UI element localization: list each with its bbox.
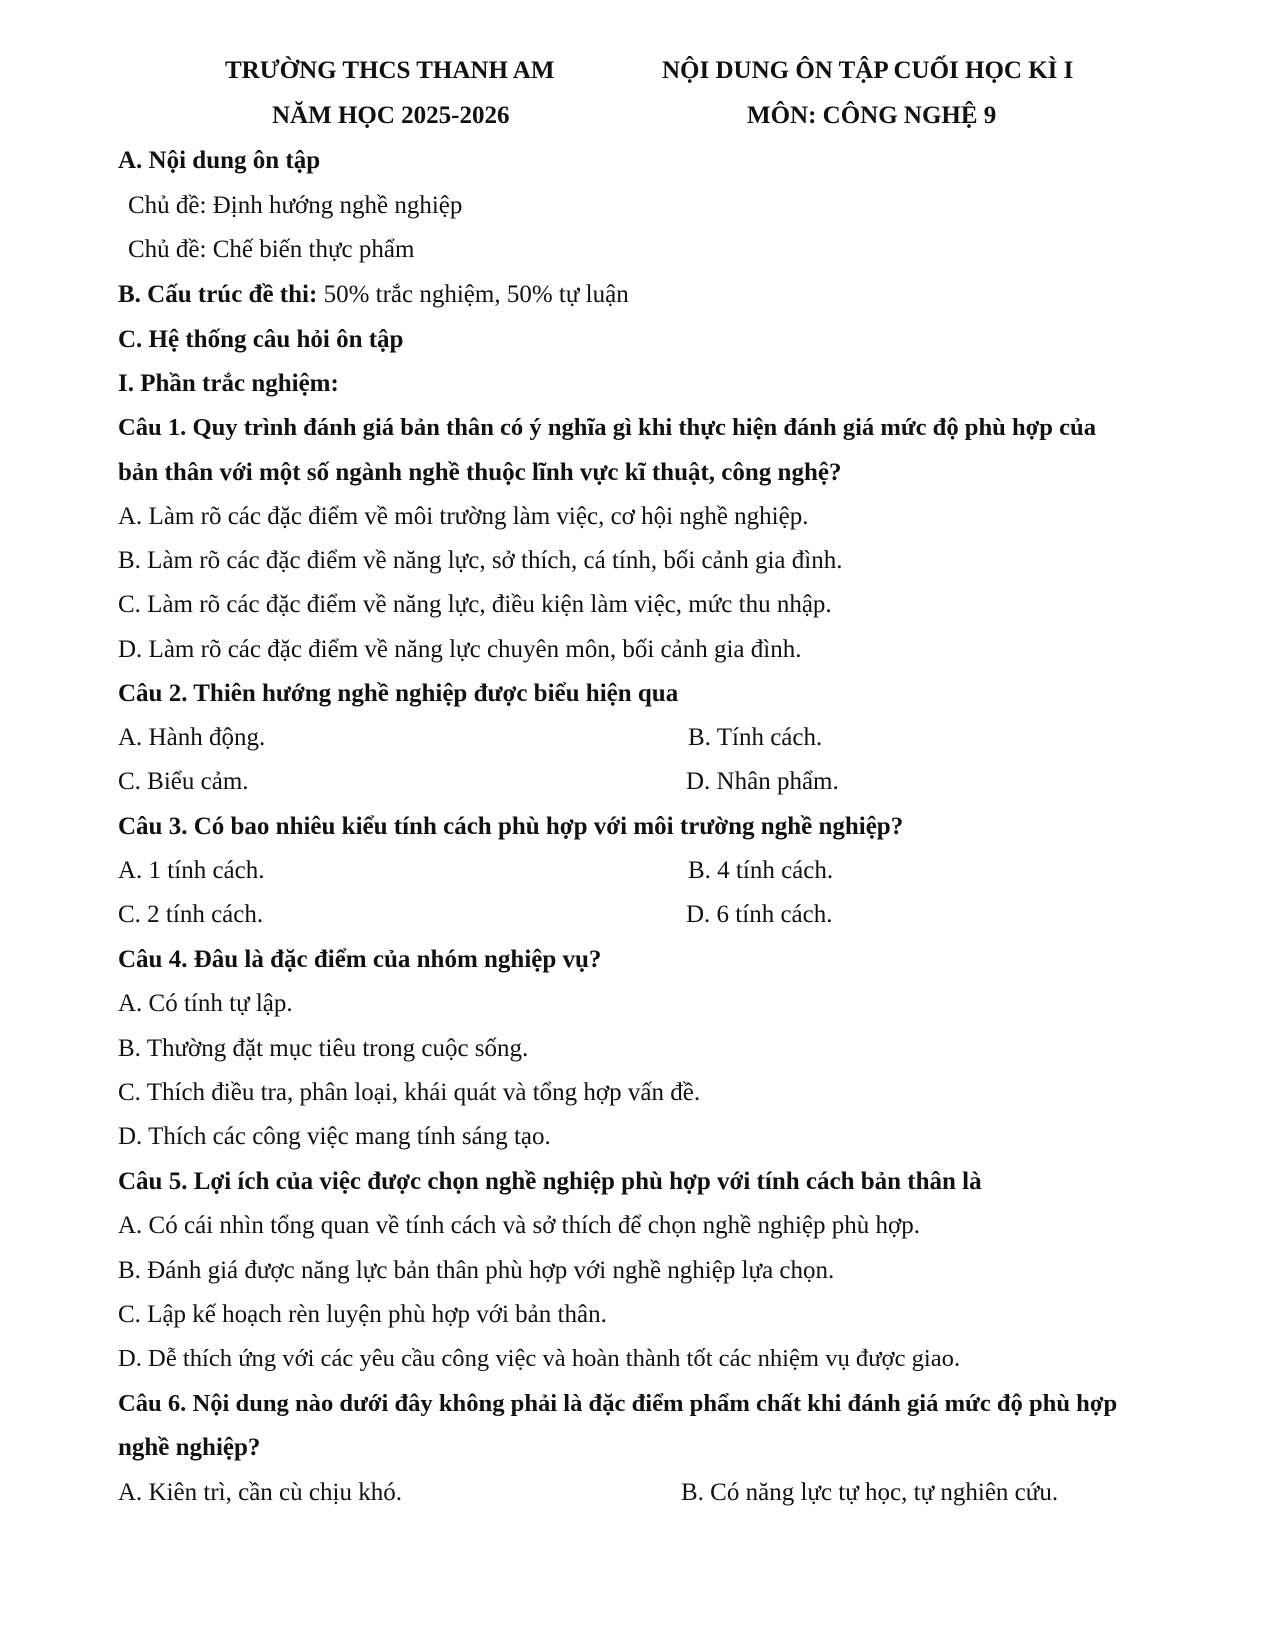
answer-option: A. Kiên trì, cần cù chịu khó. <box>118 1479 402 1506</box>
question-text: Câu 4. Đâu là đặc điểm của nhóm nghiệp vụ? <box>118 946 602 973</box>
section-b <box>118 280 629 310</box>
question-text: Câu 5. Lợi ích của việc được chọn nghề nghiệp phù hợp với tính cách bản thân là <box>118 1168 982 1195</box>
answer-option: D. Thích các công việc mang tính sáng tạo. <box>118 1123 551 1150</box>
part1-heading: I. Phần trắc nghiệm: <box>118 370 339 397</box>
question-text: bản thân với một số ngành nghề thuộc lĩnh vực kĩ thuật, công nghệ? <box>118 459 842 486</box>
question-text: Câu 3. Có bao nhiêu kiểu tính cách phù hợp với môi trường nghề nghiệp? <box>118 813 904 840</box>
answer-option: B. Thường đặt mục tiêu trong cuộc sống. <box>118 1035 529 1062</box>
answer-option: C. 2 tính cách. <box>118 901 264 928</box>
topic-item: Chủ đề: Chế biến thực phẩm <box>128 236 415 263</box>
answer-option: A. Có tính tự lập. <box>118 990 293 1017</box>
answer-option: D. Dễ thích ứng với các yêu cầu công việc và hoàn thành tốt các nhiệm vụ được giao. <box>118 1345 961 1372</box>
answer-option: B. Tính cách. <box>688 724 823 751</box>
answer-option: B. Đánh giá được năng lực bản thân phù hợp với nghề nghiệp lựa chọn. <box>118 1257 835 1284</box>
school-year: NĂM HỌC 2025-2026 <box>272 102 510 129</box>
answer-option: C. Thích điều tra, phân loại, khái quát và tổng hợp vấn đề. <box>118 1079 701 1106</box>
section-b-text: 50% trắc nghiệm, 50% tự luận <box>317 281 629 308</box>
answer-option: D. Làm rõ các đặc điểm về năng lực chuyên môn, bối cảnh gia đình. <box>118 636 802 663</box>
document-title: NỘI DUNG ÔN TẬP CUỐI HỌC KÌ I <box>662 57 1074 84</box>
answer-option: A. Hành động. <box>118 724 266 751</box>
answer-option: B. Làm rõ các đặc điểm về năng lực, sở thích, cá tính, bối cảnh gia đình. <box>118 547 843 574</box>
question-text: nghề nghiệp? <box>118 1434 261 1461</box>
answer-option: C. Biểu cảm. <box>118 768 249 795</box>
answer-option: C. Làm rõ các đặc điểm về năng lực, điều kiện làm việc, mức thu nhập. <box>118 591 832 618</box>
answer-option: D. Nhân phẩm. <box>686 768 839 795</box>
answer-option: D. 6 tính cách. <box>686 901 833 928</box>
question-text: Câu 1. Quy trình đánh giá bản thân có ý nghĩa gì khi thực hiện đánh giá mức độ phù hợp của <box>118 414 1096 441</box>
answer-option: B. Có năng lực tự học, tự nghiên cứu. <box>681 1479 1059 1506</box>
school-name: TRƯỜNG THCS THANH AM <box>225 57 555 84</box>
topic-item: Chủ đề: Định hướng nghề nghiệp <box>128 192 463 219</box>
answer-option: C. Lập kế hoạch rèn luyện phù hợp với bản thân. <box>118 1301 607 1328</box>
section-a-heading: A. Nội dung ôn tập <box>118 147 321 174</box>
answer-option: A. Làm rõ các đặc điểm về môi trường làm việc, cơ hội nghề nghiệp. <box>118 503 809 530</box>
section-c-heading: C. Hệ thống câu hỏi ôn tập <box>118 326 404 353</box>
section-b-label: B. Cấu trúc đề thi: <box>118 281 318 308</box>
answer-option: B. 4 tính cách. <box>688 857 834 884</box>
subject-label: MÔN: CÔNG NGHỆ 9 <box>747 102 997 129</box>
answer-option: A. 1 tính cách. <box>118 857 265 884</box>
question-text: Câu 2. Thiên hướng nghề nghiệp được biểu hiện qua <box>118 680 679 707</box>
question-text: Câu 6. Nội dung nào dưới đây không phải là đặc điểm phẩm chất khi đánh giá mức độ phù hợp <box>118 1390 1118 1417</box>
answer-option: A. Có cái nhìn tổng quan về tính cách và sở thích để chọn nghề nghiệp phù hợp. <box>118 1212 920 1239</box>
